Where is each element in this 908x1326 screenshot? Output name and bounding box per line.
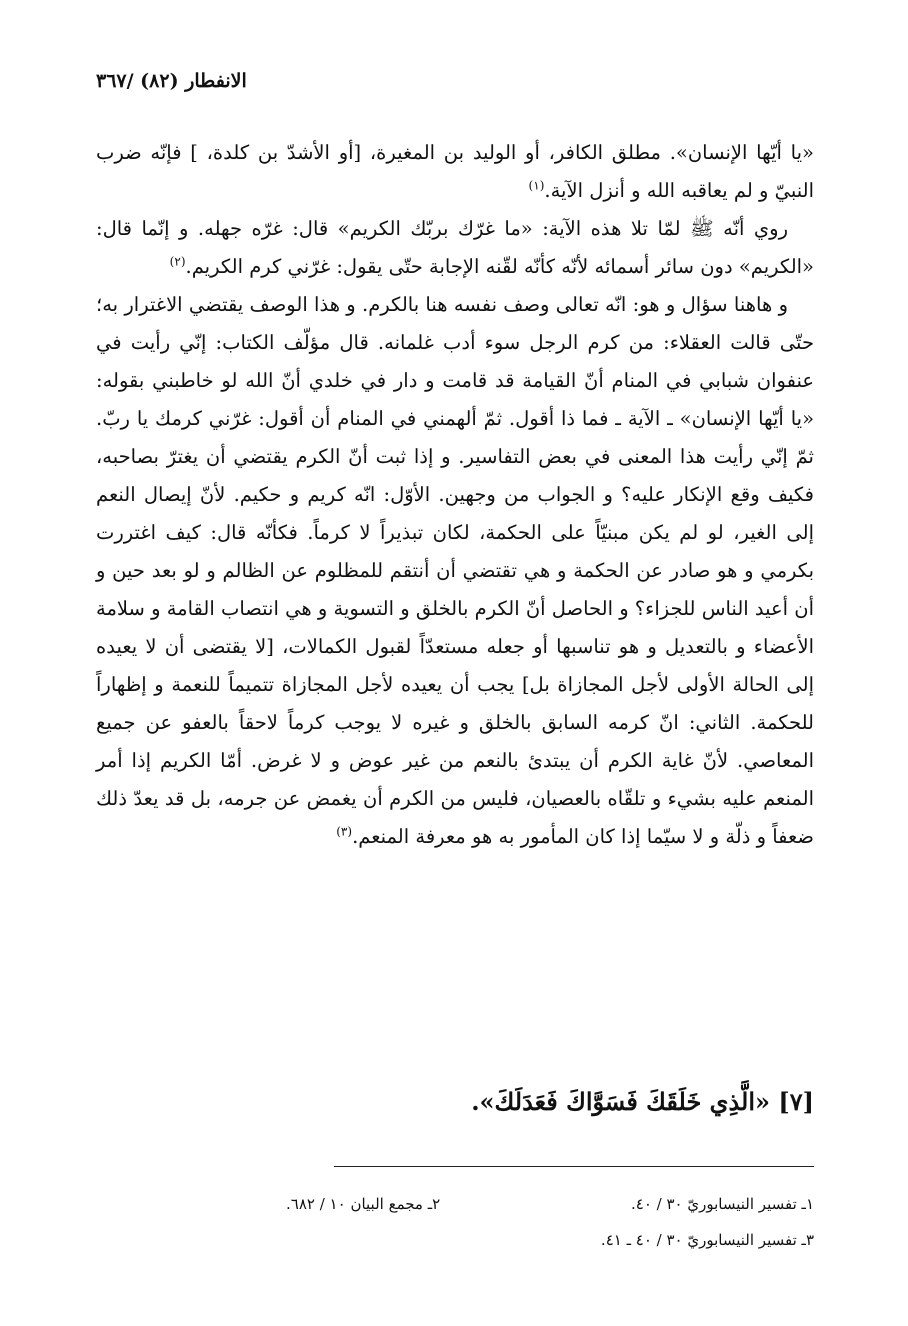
footnote-divider <box>334 1166 814 1167</box>
main-text <box>96 134 814 856</box>
footnote-3: ٣ـ تفسير النيسابوريّ ٣٠ / ٤٠ ـ ٤١. <box>600 1231 814 1249</box>
running-header: الانفطار (٨٢) /٣٦٧ <box>96 70 247 92</box>
footnote-2: ٢ـ مجمع البيان ١٠ / ٦٨٢. <box>286 1195 441 1213</box>
paragraph-1: «يا أيّها الإنسان». مطلق الكافر، أو الوليد بن المغيرة، [أو الأشدّ بن كلدة، ] فإنّه ضرب النبيّ و لم يعاقبه الله و أنزل الآية.$^{(١)}$ <box>96 141 814 202</box>
footnote-ref-1[interactable]: (١) <box>528 178 545 193</box>
footnote-row <box>286 1222 814 1258</box>
quranic-verse-heading: [٧] «الَّذِي خَلَقَكَ فَسَوَّاكَ فَعَدَلَكَ». <box>471 1087 814 1116</box>
paragraph-3: و هاهنا سؤال و هو: انّه تعالى وصف نفسه هنا بالكرم. و هذا الوصف يقتضي الاغترار به؛ حتّى قالت العقلاء: من كرم الرجل سوء أدب غلمانه. قال مؤلّف الكتاب: إنّي رأيت في عنفوان شبابي في المنام أنّ القيامة قد قامت و دار في خلدي أنّ الله لو خاطبني بقوله: «يا أيّها الإنسان» ـ الآية ـ فما ذا أقول. ثمّ ألهمني في المنام أن أقول: غرّني كرمك يا ربّ. ثمّ إنّي رأيت هذا المعنى في بعض التفاسير. و إذا ثبت أنّ الكرم يقتضي أن يغترّ بصاحبه، فكيف وقع الإنكار عليه؟ و الجواب من وجهين. الأوّل: انّه كريم و حكيم. لأنّ إيصال النعم إلى الغير، لو لم يكن مبنيّاً على الحكمة، لكان تبذيراً لا كرماً. فكأنّه قال: كيف اغتررت بكرمي و هو صادر عن الحكمة و هي تقتضي أن أنتقم للمظلوم عن الظالم و لو بعد حين و أن أعيد الناس للجزاء؟ و الحاصل أنّ الكرم بالخلق و التسوية و هي انتصاب القامة و سلامة الأعضاء و بالتعديل و هو تناسبها أو جعله مستعدّاً لقبول الكمالات، [لا يقتضى أن لا يعيده إلى الحالة الأولى لأجل المجازاة بل] يجب أن يعيده لأجل المجازاة تتميماً للنعمة و إظهاراً للحكمة. الثاني: انّ كرمه السابق بالخلق و غيره لا يوجب كرماً لاحقاً بالعفو عن جميع المعاصي. لأنّ غاية الكرم أن يبتدئ بالنعم من غير عوض و لا غرض. أمّا الكريم إذا أمر المنعم عليه بشيء و تلقّاه بالعصيان، فليس من الكرم أن يغمض عن جرمه، بل قد يعدّ ذلك ضعفاً و ذلّة و لا سيّما إذا كان المأمور به هو معرفة المنعم.$^{(٣)}$ <box>96 293 814 848</box>
footnote-1: ١ـ تفسير النيسابوريّ ٣٠ / ٤٠. <box>630 1195 814 1213</box>
footnote-ref-3[interactable]: (٣) <box>336 824 353 839</box>
footnote-row <box>286 1186 814 1222</box>
footnotes <box>286 1186 814 1258</box>
footnote-ref-2[interactable]: (٢) <box>169 254 186 269</box>
paragraph-2: روي أنّه ﷺ لمّا تلا هذه الآية: «ما غرّك بربّك الكريم» قال: غرّه جهله. و إنّما قال: «الكريم» دون سائر أسمائه لأنّه كأنّه لقّنه الإجابة حتّى يقول: غرّني كرم الكريم.$^{(٢)}$ <box>96 217 814 278</box>
